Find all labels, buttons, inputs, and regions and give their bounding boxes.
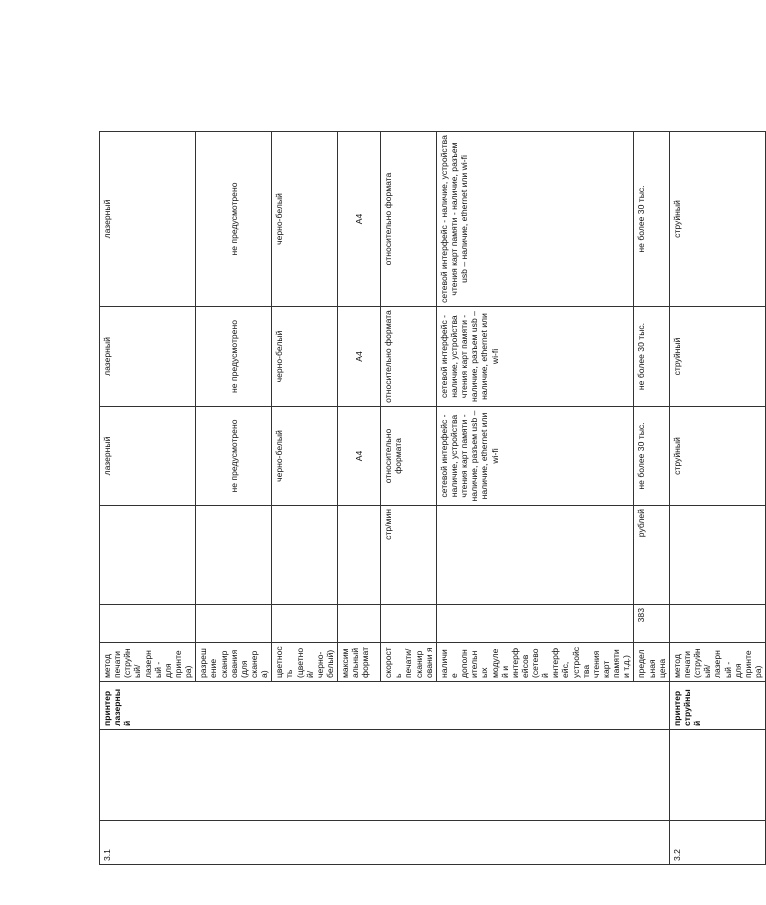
price-cell [100,605,196,643]
value-1: не предусмотрено [196,407,272,506]
value-3: относительно формата [381,132,437,307]
row-number: 3.2 [669,821,765,865]
value-3: лазерный [100,132,196,307]
value-2: сетевой интерфейс - наличие, устройства чтения карт памяти - наличие, разъем usb – наличие, ethernet или wi-fi [436,307,634,407]
table-row [669,132,765,865]
value-2: струйный [669,307,765,407]
value-1: струйный [669,407,765,506]
unit-cell [196,506,272,605]
value-2: лазерный [100,307,196,407]
value-3: А4 [338,132,381,307]
value-1: лазерный [100,407,196,506]
item-name: принтер струйный [669,682,765,730]
value-2: А4 [338,307,381,407]
unit-cell [272,506,338,605]
table-row [100,132,196,865]
empty-cell [100,730,670,821]
param-name: наличие дополнительных модулей и интерфейсов (сетевой интерфейс, устройства чтения карт памяти и т.д.) [436,643,634,682]
value-1: не более 30 тыс. [634,407,669,506]
param-name: разрешение сканирования (для сканера) [196,643,272,682]
row-number: 3.1 [100,821,670,865]
unit-cell [100,506,196,605]
value-1: черно-белый [272,407,338,506]
empty-cell [669,730,765,821]
unit-cell: рублей [634,506,669,605]
value-3: не более 30 тыс. [634,132,669,307]
value-2: черно-белый [272,307,338,407]
value-2: не более 30 тыс. [634,307,669,407]
value-3: не предусмотрено [196,132,272,307]
price-cell: 383 [634,605,669,643]
value-1: сетевой интерфейс - наличие, устройства чтения карт памяти - наличие, разъем usb – наличие, ethernet или wi-fi [436,407,634,506]
param-name: максимальный формат [338,643,381,682]
price-cell [272,605,338,643]
param-name: метод печати (струйный/лазерный - для принтера) [100,643,196,682]
price-cell [196,605,272,643]
rotated-table-wrapper [99,132,764,865]
param-name: метод печати (струйный/лазерный - для принтера) [669,643,765,682]
value-2: не предусмотрено [196,307,272,407]
value-3: черно-белый [272,132,338,307]
value-1: относительно формата [381,407,437,506]
value-1: А4 [338,407,381,506]
requirements-table [99,131,766,865]
item-name: принтер лазерный [100,682,670,730]
price-cell [436,605,634,643]
unit-cell [436,506,634,605]
price-cell [669,605,765,643]
price-cell [338,605,381,643]
unit-cell [669,506,765,605]
param-name: предельная цена [634,643,669,682]
value-3: струйный [669,132,765,307]
price-cell [381,605,437,643]
param-name: скорость печати/сканировани я [381,643,437,682]
value-3: сетевой интерфейс - наличие, устройства чтения карт памяти - наличие, разъем usb – наличие, ethernet или wi-fi [436,132,634,307]
unit-cell: стр/мин [381,506,437,605]
value-2: относительно формата [381,307,437,407]
unit-cell [338,506,381,605]
param-name: цветность (цветной/черно-белый) [272,643,338,682]
